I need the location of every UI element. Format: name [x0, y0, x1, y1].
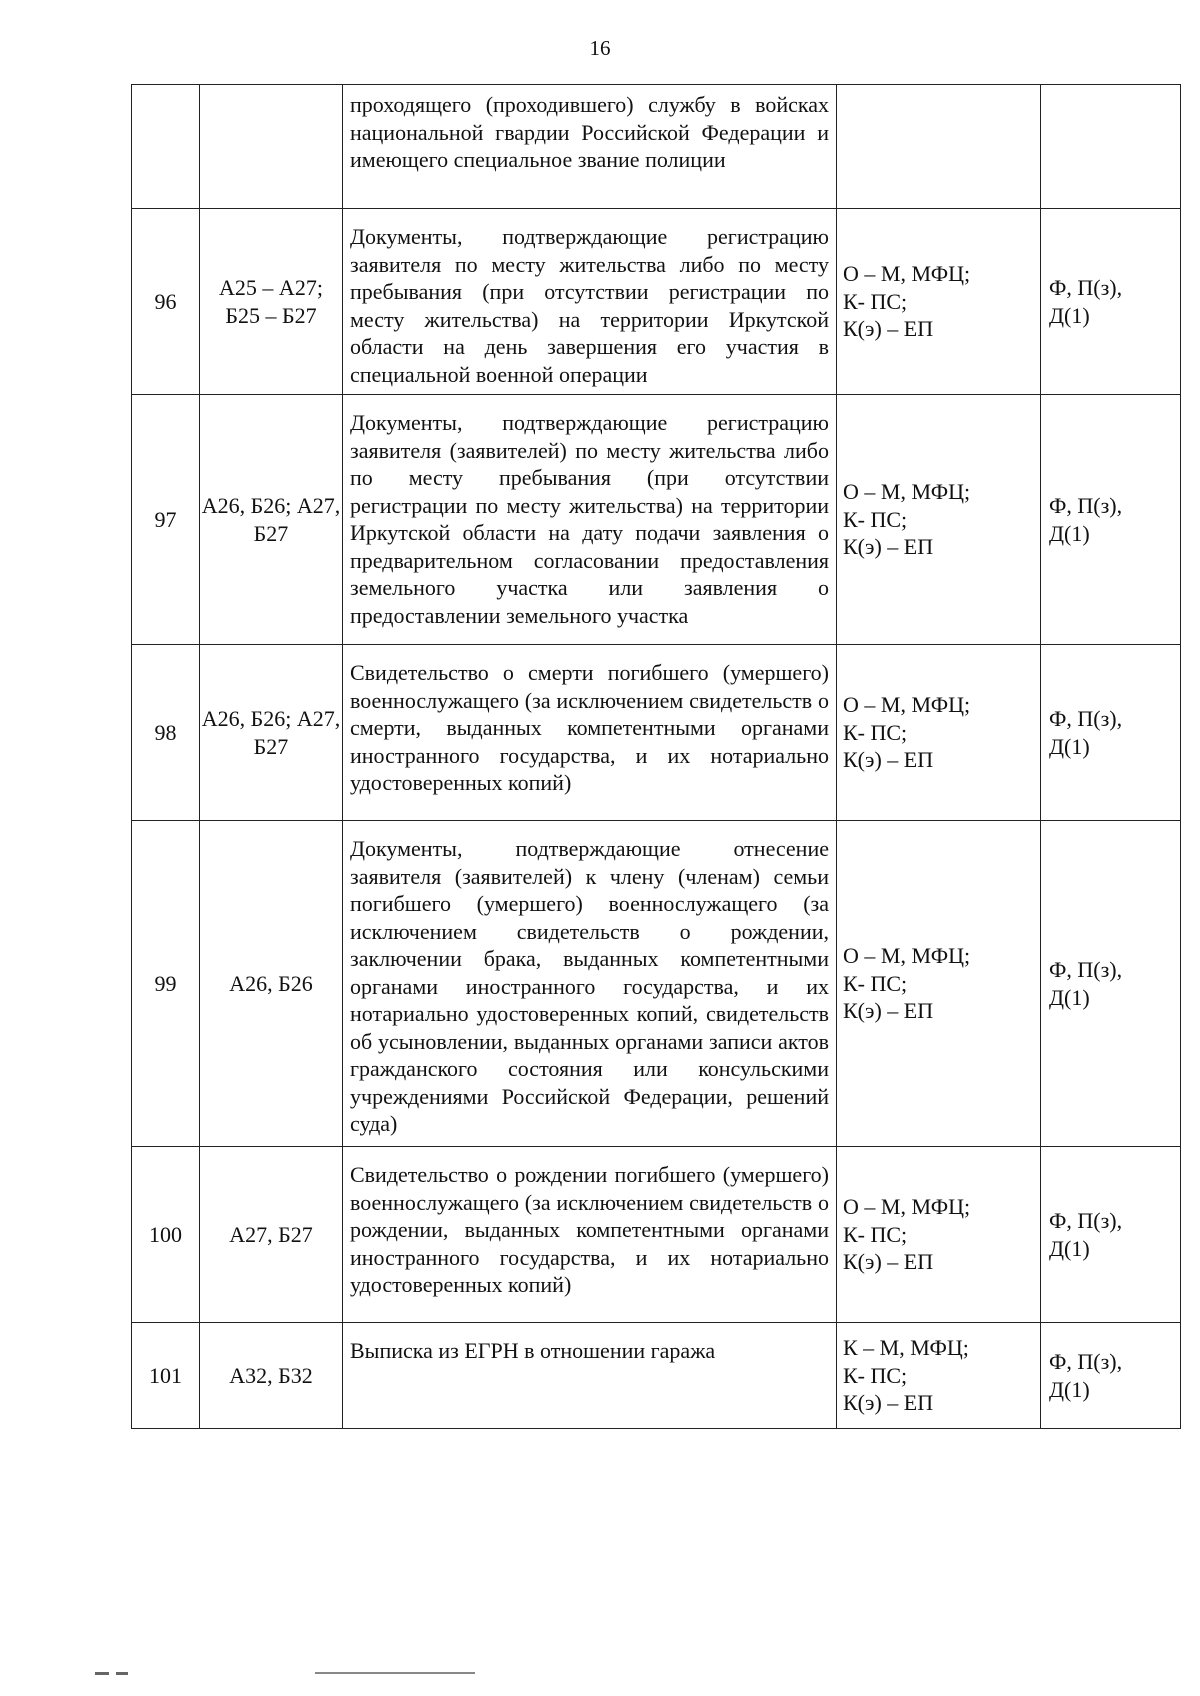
- source-cell: [837, 209, 1041, 395]
- row-codes: А26, Б26; А27, Б27: [200, 395, 343, 645]
- form-line: Д(1): [1049, 1376, 1090, 1402]
- row-number: 96: [132, 209, 200, 395]
- form-line: Д(1): [1049, 1235, 1090, 1261]
- source-line: К- ПС;: [843, 288, 908, 314]
- source-line: О – М, МФЦ;: [843, 479, 971, 505]
- form-line: Д(1): [1049, 520, 1090, 546]
- row-number: 100: [132, 1147, 200, 1323]
- table-row: [132, 645, 1181, 821]
- source-cell: [837, 821, 1041, 1147]
- scan-mark: [116, 1672, 128, 1675]
- form-cell: [1041, 1323, 1181, 1429]
- row-number: 101: [132, 1323, 200, 1429]
- form-line: Ф, П(з),: [1049, 1208, 1123, 1233]
- source-line: К- ПС;: [843, 1221, 908, 1247]
- source-cell: [837, 1147, 1041, 1323]
- document-name: Свидетельство о рождении погибшего (умершего) военнослужащего (за исключением свидетельств о рождении, выданных компетентными органами иностранного государства, и их нотариально удостоверенных копий): [343, 1147, 837, 1323]
- form-cell: [1041, 1147, 1181, 1323]
- table-row: [132, 209, 1181, 395]
- form-line: Д(1): [1049, 302, 1090, 328]
- form-cell: [1041, 395, 1181, 645]
- source-line: К(э) – ЕП: [843, 1390, 934, 1416]
- source-line: О – М, МФЦ;: [843, 943, 971, 969]
- source-line: К- ПС;: [843, 970, 908, 996]
- source-line: К(э) – ЕП: [843, 998, 934, 1024]
- table-row: [132, 1323, 1181, 1429]
- document-name: проходящего (проходившего) службу в войсках национальной гвардии Российской Федерации и имеющего специальное звание полиции: [343, 85, 837, 209]
- table-row: [132, 85, 1181, 209]
- form-cell: [1041, 209, 1181, 395]
- source-line: К – М, МФЦ;: [843, 1335, 969, 1361]
- row-codes: А27, Б27: [200, 1147, 343, 1323]
- form-line: Ф, П(з),: [1049, 1349, 1123, 1374]
- form-cell: [1041, 821, 1181, 1147]
- source-cell: [837, 645, 1041, 821]
- page-number: 16: [589, 36, 611, 60]
- scan-mark: [315, 1672, 475, 1674]
- document-name: Выписка из ЕГРН в отношении гаража: [343, 1323, 837, 1429]
- source-line: К- ПС;: [843, 719, 908, 745]
- table-row: [132, 1147, 1181, 1323]
- row-codes-text: А25 – А27; Б25 – Б27: [219, 275, 323, 328]
- source-line: О – М, МФЦ;: [843, 261, 971, 287]
- form-line: Ф, П(з),: [1049, 957, 1123, 982]
- source-line: О – М, МФЦ;: [843, 1194, 971, 1220]
- row-number: [132, 85, 200, 209]
- form-line: Д(1): [1049, 984, 1090, 1010]
- form-line: Ф, П(з),: [1049, 275, 1123, 300]
- source-line: К(э) – ЕП: [843, 747, 934, 773]
- row-codes: [200, 209, 343, 395]
- source-cell: [837, 85, 1041, 209]
- source-cell: [837, 1323, 1041, 1429]
- document-name: Свидетельство о смерти погибшего (умершего) военнослужащего (за исключением свидетельств о смерти, выданных компетентными органами иностранного государства, и их нотариально удостоверенных копий): [343, 645, 837, 821]
- form-line: Ф, П(з),: [1049, 706, 1123, 731]
- form-cell: [1041, 85, 1181, 209]
- source-line: О – М, МФЦ;: [843, 692, 971, 718]
- row-codes: А32, Б32: [200, 1323, 343, 1429]
- row-codes: [200, 85, 343, 209]
- source-line: К(э) – ЕП: [843, 316, 934, 342]
- row-number: 97: [132, 395, 200, 645]
- row-number: 98: [132, 645, 200, 821]
- source-line: К- ПС;: [843, 506, 908, 532]
- row-codes: А26, Б26: [200, 821, 343, 1147]
- source-line: К(э) – ЕП: [843, 1249, 934, 1275]
- document-name: Документы, подтверждающие регистрацию заявителя по месту жительства либо по месту пребывания (при отсутствии регистрации по месту жительства) на территории Иркутской области на день завершения его участия в специальной военной операции: [343, 209, 837, 395]
- document-name: Документы, подтверждающие отнесение заявителя (заявителей) к члену (членам) семьи погибшего (умершего) военнослужащего (за исключением свидетельств о рождении, заключении брака, выданных компетентными органами иностранного государства, и их нотариально удостоверенных копий, свидетельств об усыновлении, выданных органами записи актов гражданского состояния или консульскими учреждениями Российской Федерации, решений суда): [343, 821, 837, 1147]
- source-line: К- ПС;: [843, 1362, 908, 1388]
- document-name: Документы, подтверждающие регистрацию заявителя (заявителей) по месту жительства либо по месту пребывания (при отсутствии регистрации по месту жительства) на территории Иркутской области на дату подачи заявления о предварительном согласовании предоставления земельного участка или заявления о предоставлении земельного участка: [343, 395, 837, 645]
- scan-mark: [95, 1672, 109, 1675]
- form-line: Д(1): [1049, 733, 1090, 759]
- table-row: [132, 395, 1181, 645]
- scan-artifact-marks: [0, 1672, 1200, 1682]
- documents-table: [131, 84, 1181, 1429]
- row-codes: А26, Б26; А27, Б27: [200, 645, 343, 821]
- source-line: К(э) – ЕП: [843, 534, 934, 560]
- table-row: [132, 821, 1181, 1147]
- form-line: Ф, П(з),: [1049, 493, 1123, 518]
- form-cell: [1041, 645, 1181, 821]
- source-cell: [837, 395, 1041, 645]
- row-number: 99: [132, 821, 200, 1147]
